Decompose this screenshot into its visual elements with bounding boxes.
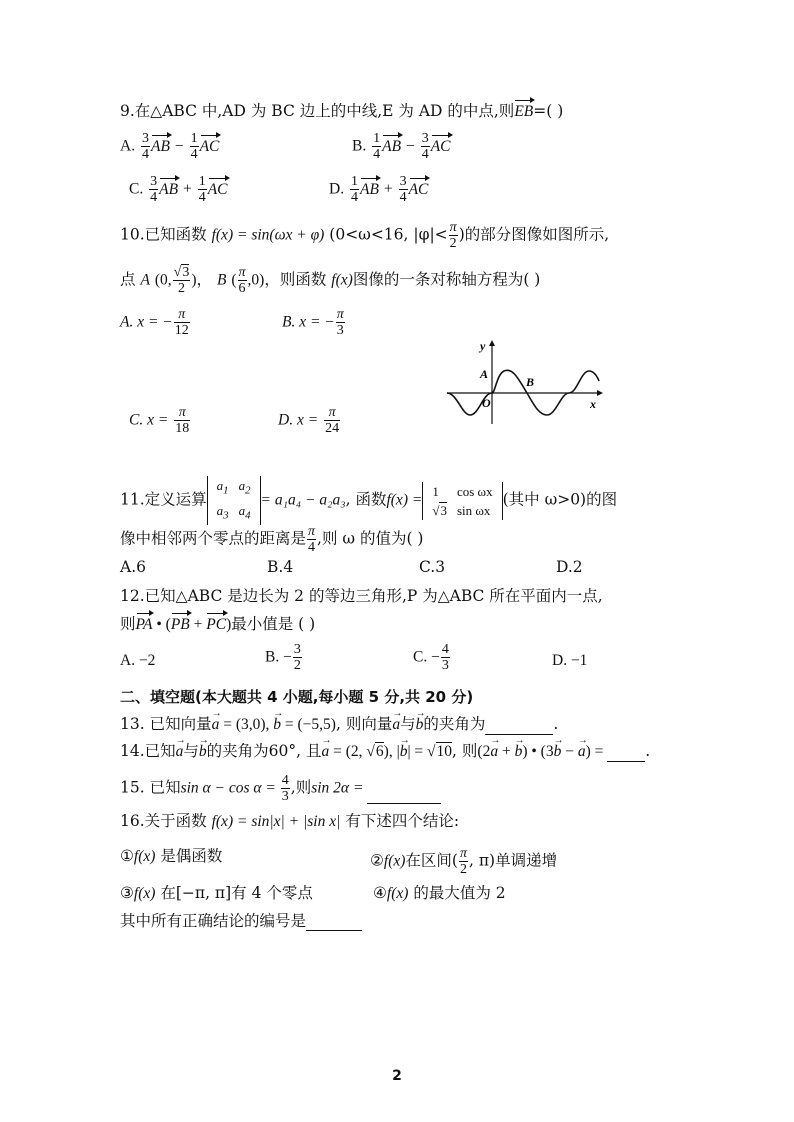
q13: 13. 已知向量a → = (3,0), b → = (−5,5), 则向量a →与b →的夹角为 . (120, 714, 558, 735)
q11-option-d: D.2 (556, 558, 583, 576)
q9-stem: 9.在△ABC 中,AD 为 BC 边上的中线,E 为 AD 的中点,则EB=( ) (120, 102, 564, 120)
q10-stem: 10.已知函数 f(x) = sin(ωx + φ) (0<ω<16, |φ|< $\frac{\pi}{2}$ )的部分图像如图所示, (120, 220, 610, 251)
q16-final-prompt: 其中所有正确结论的编号是 (120, 911, 362, 931)
q12-option-b: B. − $\frac{3}{2}$ (265, 642, 301, 673)
y-axis-arrow-icon (489, 340, 495, 346)
q16-conclusion-3: ③f(x) 在[−π, π]有 4 个零点 (120, 884, 313, 902)
x-axis-arrow-icon (597, 390, 603, 396)
section-heading-fill-in: 二、填空题(本大题共 4 小题,每小题 5 分,共 20 分) (120, 688, 474, 706)
q16-conclusion-4: ④f(x) 的最大值为 2 (373, 884, 506, 902)
page-number: 2 (392, 1068, 402, 1084)
x-label: x (590, 397, 596, 411)
q12-option-a: A. −2 (120, 652, 156, 669)
q14-answer-blank[interactable] (607, 747, 645, 762)
q15: 15. 已知sin α − cos α = $\frac{4}{3}$ ,则sin 2α = (120, 773, 441, 804)
origin-label: O (482, 396, 491, 410)
q12-option-d: D. −1 (552, 652, 588, 669)
q9-option-b: B. $\frac{1}{4}$ AB − $\frac{3}{4}$ AC (352, 131, 451, 162)
q12-expression: 则PA • (PB + PC)最小值是 ( ) (120, 615, 316, 633)
q10-option-c: C. x = $\frac{\pi}{18}$ (129, 405, 190, 436)
q16-conclusion-1: ①f(x) 是偶函数 (120, 847, 223, 865)
q16-stem: 16.关于函数 f(x) = sin|x| + |sin x| 有下述四个结论: (120, 812, 460, 830)
q10-option-d: D. x = $\frac{\pi}{24}$ (278, 405, 340, 436)
q12-stem: 12.已知△ABC 是边长为 2 的等边三角形,P 为△ABC 所在平面内一点, (120, 587, 603, 605)
q12-option-c: C. − $\frac{4}{3}$ (413, 642, 449, 673)
q11-line2: 像中相邻两个零点的距离是 $\frac{\pi}{4}$ ,则 ω 的值为( ) (120, 524, 424, 555)
y-label: y (480, 339, 486, 353)
point-b-label: B (526, 375, 535, 389)
q15-answer-blank[interactable] (367, 789, 441, 804)
q10-points: 点 A (0, $\frac{√3}{2}$ )， B ( $\frac{\pi}{6}$ ,0)，则函数 f(x)图像的一条对称轴方程为( ) (120, 265, 541, 296)
q16-conclusion-2: ②f(x)在区间( $\frac{\pi}{2}$ , π)单调递增 (370, 846, 558, 877)
q11-option-a: A.6 (120, 558, 146, 576)
q11-option-b: B.4 (267, 558, 294, 576)
q11-stem: 11.定义运算 $a_1$ $a_2$ $a_3$ $a_4$ = a₁a₄ − a₂a₃, 函数f(x) = 1 cos ωx √3 sin ωx (其中 ω>0)的图 (120, 476, 617, 525)
q16-answer-blank[interactable] (306, 916, 362, 931)
q9-option-d: D. $\frac{1}{4}$ AB + $\frac{3}{4}$ AC (329, 174, 429, 205)
q11-option-c: C.3 (419, 558, 446, 576)
point-a-label: A (480, 367, 489, 381)
q14: 14.已知a →与b →的夹角为60°, 且a → = (2, √6), |b →| = √10, 则(2a → + b →) • (3b → − a →) = . (120, 741, 650, 762)
q9-option-c: C. $\frac{3}{4}$ AB + $\frac{1}{4}$ AC (129, 174, 228, 205)
q9-option-a: A. $\frac{3}{4}$ AB − $\frac{1}{4}$ AC (120, 131, 220, 162)
q10-option-a: A. x = − $\frac{\pi}{12}$ (120, 307, 189, 338)
sine-graph-figure (447, 338, 607, 426)
q10-option-b: B. x = − $\frac{\pi}{3}$ (282, 307, 344, 338)
